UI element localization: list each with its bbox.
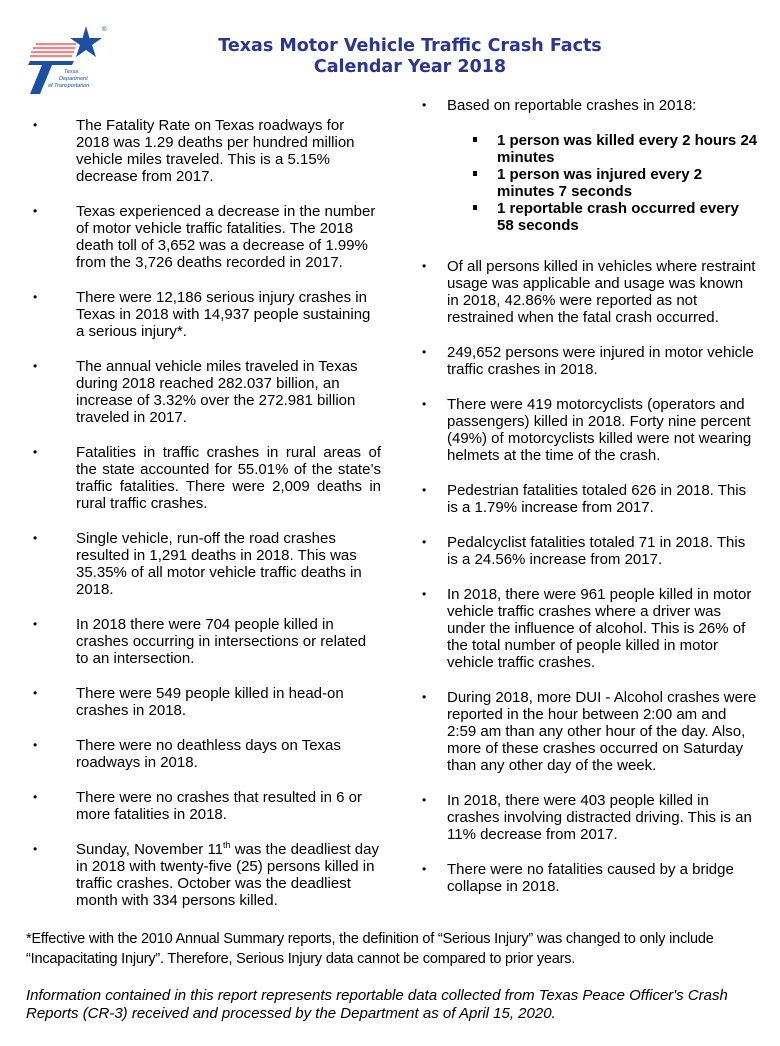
fact-bridge-collapse: • There were no fatalities caused by a bridge collapse in 2018. xyxy=(422,861,734,895)
bullet-icon: • xyxy=(33,790,38,804)
fact-pedalcyclists: • Pedalcyclist fatalities totaled 71 in 2018. This is a 24.56% increase from 2017. xyxy=(422,534,746,568)
bullet-icon: • xyxy=(33,738,38,752)
bullet-icon: • xyxy=(33,204,38,218)
bullet-icon: • xyxy=(422,587,427,601)
svg-text:Texas: Texas xyxy=(64,69,79,75)
svg-text:®: ® xyxy=(102,27,107,33)
square-bullet-icon xyxy=(473,171,477,176)
bullet-icon: • xyxy=(422,535,427,549)
fact-motorcyclists: • There were 419 motorcyclists (operators and passengers) killed in 2018. Forty nine percent (49%) of motorcyclists killed were not wearing helmets at the time of the crash. xyxy=(422,396,752,464)
bullet-icon: • xyxy=(33,290,38,304)
fact-multi-fatality: • There were no crashes that resulted in 6 or more fatalities in 2018. xyxy=(33,789,362,823)
bullet-icon: • xyxy=(422,345,427,359)
fact-dui-timing: • During 2018, more DUI - Alcohol crashes were reported in the hour between 2:00 am and 2:59 am than any other hour of the day. Also, more of these crashes occurred on Saturday than any other day of the week. xyxy=(422,689,757,774)
bullet-icon: • xyxy=(33,617,38,631)
bullet-icon: • xyxy=(33,842,38,856)
title-line-2: Calendar Year 2018 xyxy=(313,57,507,77)
bullet-icon: • xyxy=(33,118,38,132)
fact-head-on: • There were 549 people killed in head-on crashes in 2018. xyxy=(33,685,344,719)
data-disclaimer: Information contained in this report represents reportable data collected from Texas Peace Officer's Crash Reports (CR-3) received and processed by the Department as of April 15, 2020. xyxy=(26,987,728,1022)
page-title xyxy=(150,36,670,78)
sublist-item-injured: 1 person was injured every 2 minutes 7 seconds xyxy=(447,166,758,200)
bullet-icon: • xyxy=(422,259,427,273)
fact-persons-injured: • 249,652 persons were injured in motor vehicle traffic crashes in 2018. xyxy=(422,344,754,378)
bullet-icon: • xyxy=(422,397,427,411)
sublist-item-killed: 1 person was killed every 2 hours 24 minutes xyxy=(447,132,758,166)
fact-intersections: • In 2018 there were 704 people killed in crashes occurring in intersections or related to an intersection. xyxy=(33,616,367,667)
fact-alcohol: • In 2018, there were 961 people killed in motor vehicle traffic crashes where a driver was under the influence of alcohol. This is 26% of the total number of people killed in motor vehicle traffic crashes. xyxy=(422,586,752,671)
right-column xyxy=(418,97,758,913)
bullet-icon: • xyxy=(33,686,38,700)
fact-run-off-road: • Single vehicle, run-off the road crashes resulted in 1,291 deaths in 2018. This was 35.35% of all motor vehicle traffic deaths in 2018. xyxy=(33,530,362,598)
bullet-icon: • xyxy=(33,445,38,459)
txdot-logo xyxy=(28,22,108,96)
frequency-sublist xyxy=(447,132,758,234)
fact-serious-injury: • There were 12,186 serious injury crashes in Texas in 2018 with 14,937 people sustaining a serious injury*. xyxy=(33,289,371,340)
square-bullet-icon xyxy=(473,137,477,142)
serious-injury-footnote: *Effective with the 2010 Annual Summary reports, the definition of “Serious Injury” was changed to only include “Incapacitating Injury”. Therefore, Serious Injury data cannot be compared to prior years. xyxy=(26,931,714,967)
fact-rural-fatalities: • Fatalities in traffic crashes in rural areas of the state accounted for 55.01% of the state’s traffic fatalities. There were 2,009 deaths in rural traffic crashes. xyxy=(33,444,381,512)
svg-text:of Transportation: of Transportation xyxy=(48,83,90,89)
bullet-icon: • xyxy=(422,793,427,807)
fact-reportable-crashes: • Based on reportable crashes in 2018: 1 person was killed every 2 hours 24 minutes 1 person was injured every 2 minutes 7 seconds 1 reportable crash occurred every 58 seconds xyxy=(422,97,758,234)
fact-restraint-usage: • Of all persons killed in vehicles where restraint usage was applicable and usage was known in 2018, 42.86% were reported as not restrained when the fatal crash occurred. xyxy=(422,258,756,326)
fact-distracted-driving: • In 2018, there were 403 people killed in crashes involving distracted driving. This is an 11% decrease from 2017. xyxy=(422,792,752,843)
left-column xyxy=(29,117,381,927)
bullet-icon: • xyxy=(33,531,38,545)
fact-pedestrians: • Pedestrian fatalities totaled 626 in 2018. This is a 1.79% increase from 2017. xyxy=(422,482,747,516)
fact-deadliest-day: • Sunday, November 11th was the deadliest day in 2018 with twenty-five (25) persons killed in traffic crashes. October was the deadliest month with 334 persons killed. xyxy=(33,840,379,909)
bullet-icon: • xyxy=(422,690,427,704)
fact-fatalities-decrease: • Texas experienced a decrease in the number of motor vehicle traffic fatalities. The 2018 death toll of 3,652 was a decrease of 1.99% from the 3,726 deaths recorded in 2017. xyxy=(33,203,376,271)
sublist-item-crash: 1 reportable crash occurred every 58 seconds xyxy=(447,200,758,234)
bullet-icon: • xyxy=(422,862,427,876)
bullet-icon: • xyxy=(422,98,427,112)
fact-fatality-rate: • The Fatality Rate on Texas roadways for 2018 was 1.29 deaths per hundred million vehicle miles traveled. This is a 5.15% decrease from 2017. xyxy=(33,117,355,185)
fact-vehicle-miles: • The annual vehicle miles traveled in Texas during 2018 reached 282.037 billion, an increase of 3.32% over the 272.981 billion traveled in 2017. xyxy=(33,358,358,426)
bullet-icon: • xyxy=(422,483,427,497)
txdot-star-logo-icon xyxy=(28,22,108,96)
fact-deathless-days: • There were no deathless days on Texas roadways in 2018. xyxy=(33,737,341,771)
title-line-1: Texas Motor Vehicle Traffic Crash Facts xyxy=(218,36,602,56)
svg-text:Department: Department xyxy=(59,76,88,82)
bullet-icon: • xyxy=(33,359,38,373)
square-bullet-icon xyxy=(473,205,477,210)
